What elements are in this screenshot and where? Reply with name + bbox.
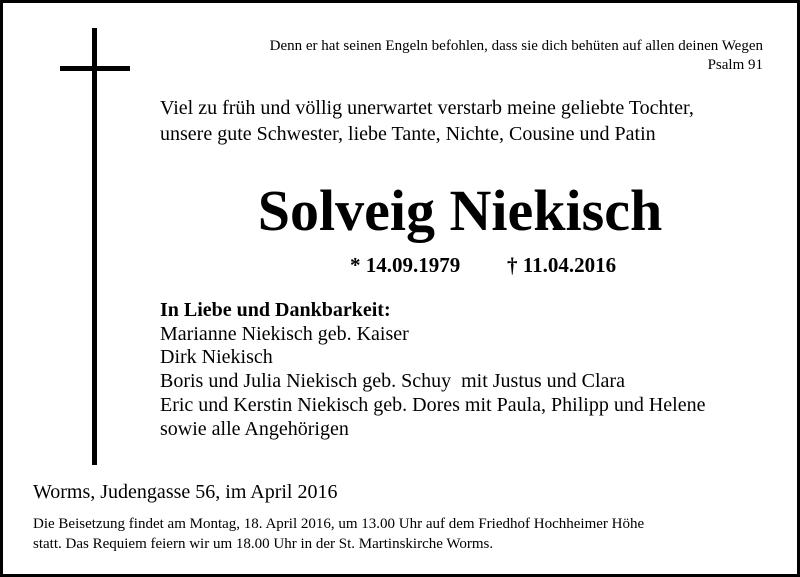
cross-vertical-bar: [92, 28, 97, 465]
psalm-verse: Denn er hat seinen Engeln befohlen, dass sie dich behüten auf allen deinen Wegen: [269, 38, 763, 54]
place-and-date: Worms, Judengasse 56, im April 2016: [33, 481, 338, 503]
intro-line-1: Viel zu früh und völlig unerwartet verstarb meine geliebte Tochter,: [160, 97, 694, 119]
death-date: † 11.04.2016: [507, 253, 617, 277]
birth-date: * 14.09.1979: [350, 253, 461, 277]
mourner-line: Eric und Kerstin Niekisch geb. Dores mit Paula, Philipp und Helene: [160, 393, 706, 416]
mourner-line: Boris und Julia Niekisch geb. Schuy mit Justus und Clara: [160, 370, 625, 393]
mourners-list: [160, 299, 780, 441]
funeral-line-1: Die Beisetzung findet am Montag, 18. April 2016, um 13.00 Uhr auf dem Friedhof Hochheimer Höhe: [33, 516, 645, 532]
funeral-line-2: statt. Das Requiem feiern wir um 18.00 Uhr in der St. Martinskirche Worms.: [33, 536, 494, 552]
mourner-line: Marianne Niekisch geb. Kaiser: [160, 322, 409, 345]
funeral-details: [33, 514, 773, 554]
mourners-heading: In Liebe und Dankbarkeit:: [160, 299, 391, 321]
mourner-line: Dirk Niekisch: [160, 346, 273, 369]
intro-line-2: unsere gute Schwester, liebe Tante, Nichte, Cousine und Patin: [160, 123, 656, 145]
mourner-line: sowie alle Angehörigen: [160, 417, 349, 440]
psalm-quote: [143, 37, 763, 75]
intro-text: [160, 95, 780, 147]
deceased-name: Solveig Niekisch: [257, 178, 663, 243]
psalm-source: Psalm 91: [707, 57, 763, 73]
cross-horizontal-bar: [60, 66, 130, 71]
